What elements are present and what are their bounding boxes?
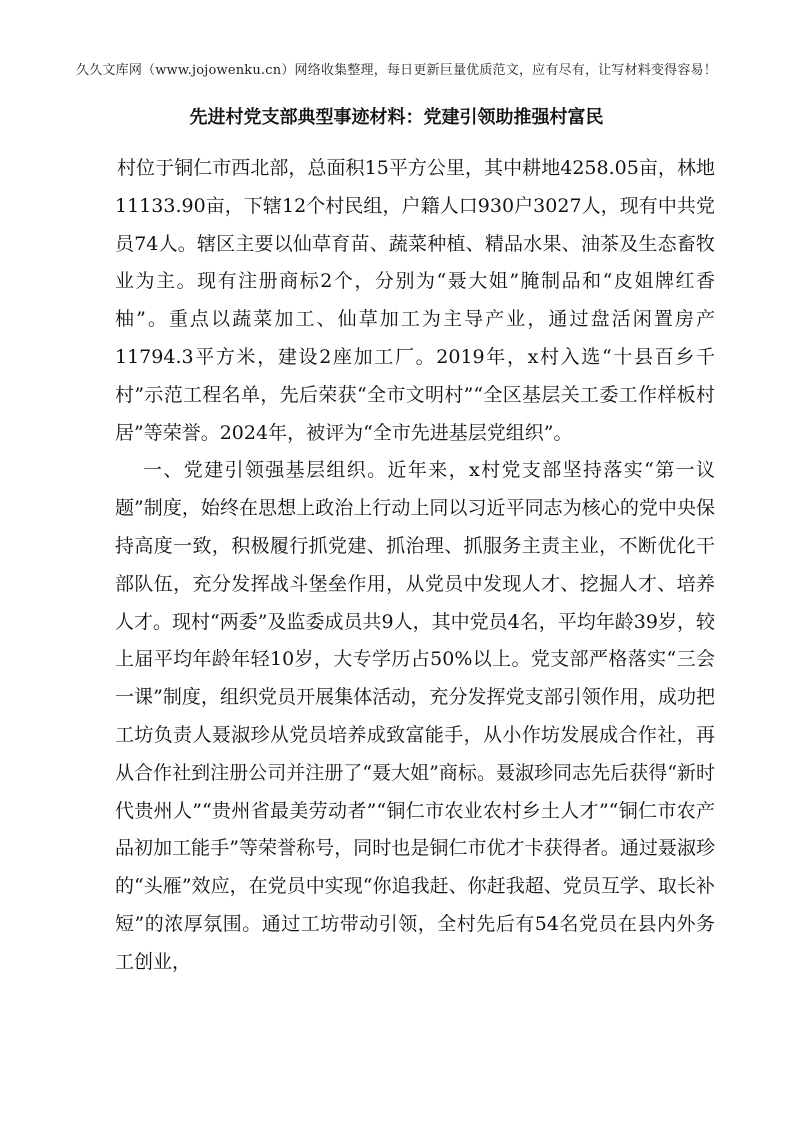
paragraph-section-one: 一、党建引领强基层组织。近年来，x村党支部坚持落实“第一议题”制度，始终在思想上政治上行动上同以习近平同志为核心的党中央保持高度一致，积极履行抓党建、抓治理、抓服务主责主业，不断优化干部队伍，充分发挥战斗堡垒作用，从党员中发现人才、挖掘人才、培养人才。现村“两委”及监委成员共9人，其中党员4名，平均年龄39岁，较上届平均年龄年轻10岁，大专学历占50%以上。党支部严格落实“三会一课”制度，组织党员开展集体活动，充分发挥党支部引领作用，成功把工坊负责人聂淑珍从党员培养成致富能手，从小作坊发展成合作社，再从合作社到注册公司并注册了“聂大姐”商标。聂淑珍同志先后获得“新时代贵州人”“贵州省最美劳动者”“铜仁市农业农村乡土人才”“铜仁市农产品初加工能手”等荣誉称号，同时也是铜仁市优才卡获得者。通过聂淑珍的“头雁”效应，在党员中实现“你追我赶、你赶我超、党员互学、取长补短”的浓厚氛围。通过工坊带动引领，全村先后有54名党员在县内外务工创业， — [115, 459, 715, 973]
paragraph-intro: 村位于铜仁市西北部，总面积15平方公里，其中耕地4258.05亩，林地11133.90亩，下辖12个村民组，户籍人口930户3027人，现有中共党员74人。辖区主要以仙草育苗、蔬菜种植、精品水果、油茶及生态畜牧业为主。现有注册商标2个，分别为“聂大姐”腌制品和“皮姐牌红香柚”。重点以蔬菜加工、仙草加工为主导产业，通过盘活闲置房产11794.3平方米，建设2座加工厂。2019年，x村入选“十县百乡千村”示范工程名单，先后荣获“全市文明村”“全区基层关工委工作样板村居”等荣誉。2024年，被评为“全市先进基层党组织”。 — [115, 157, 715, 444]
document-title: 先进村党支部典型事迹材料：党建引领助推强村富民 — [189, 107, 604, 128]
website-header-note: 久久文库网（www.jojowenku.cn）网络收集整理，每日更新巨量优质范文，应有尽有，让写材料变得容易！ — [76, 63, 717, 78]
document-body — [115, 150, 715, 982]
